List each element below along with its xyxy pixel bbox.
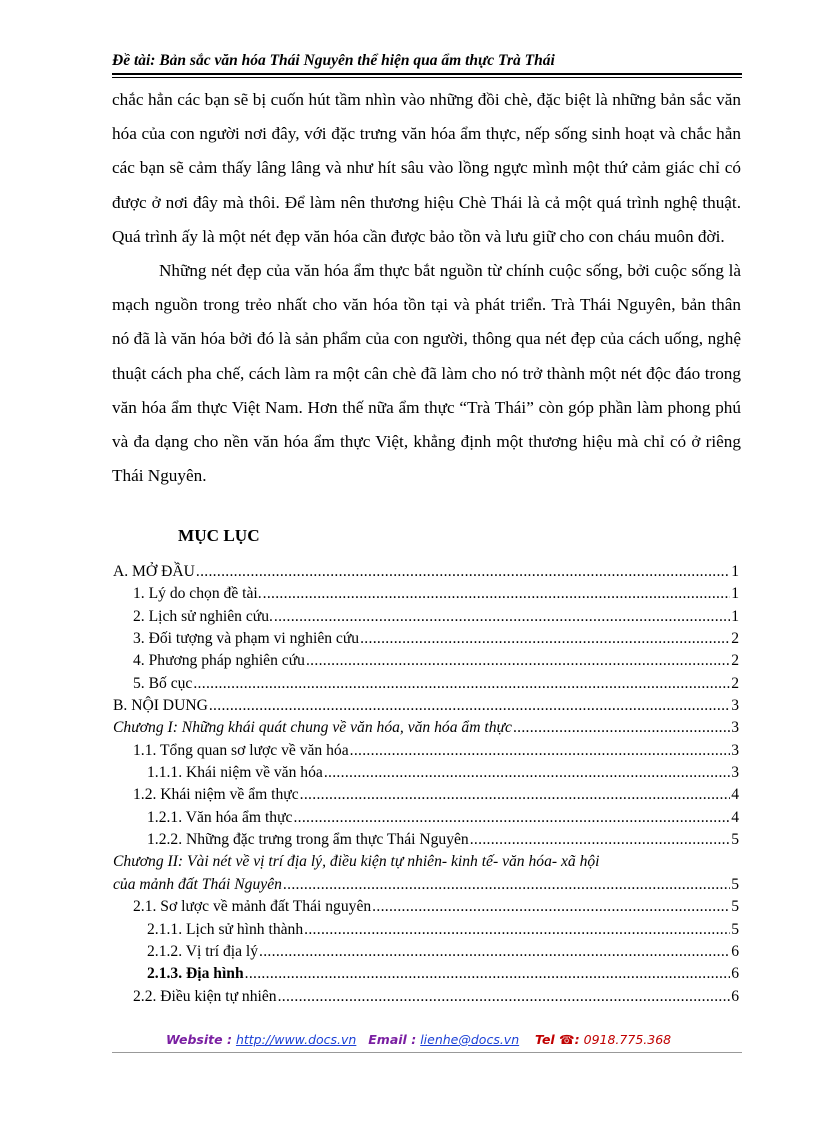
toc-entry-label: 4. Phương pháp nghiên cứu [133, 652, 305, 670]
toc-entry-page: 5 [731, 875, 739, 893]
toc-entry[interactable] [113, 941, 739, 963]
toc-entry-label: 3. Đối tượng và phạm vi nghiên cứu [133, 630, 360, 648]
toc-entry[interactable] [113, 986, 739, 1008]
footer-phone-label: Tel ☎: [535, 1032, 580, 1047]
footer-website-label: Website : [166, 1032, 232, 1047]
toc-entry-label: 2.1.3. Địa hình [147, 965, 244, 983]
header-title: Đề tài: Bản sắc văn hóa Thái Nguyên thể hiện qua ẩm thực Trà Thái [112, 52, 555, 69]
toc-entry[interactable] [113, 829, 739, 851]
toc-entry[interactable] [113, 762, 739, 784]
body-text [112, 83, 741, 493]
toc-entry-label: 1.1.1. Khái niệm về văn hóa [147, 764, 323, 782]
toc-entry-label: B. NỘI DUNG [113, 697, 208, 715]
toc-entry[interactable] [113, 896, 739, 918]
toc-entry[interactable] [113, 695, 739, 717]
toc-entry-page: 4 [731, 808, 739, 826]
footer-email-label: Email [368, 1032, 407, 1047]
footer-website-link[interactable]: http://www.docs.vn [235, 1032, 357, 1047]
toc-entry[interactable] [113, 963, 739, 985]
toc-entry-page: 6 [731, 987, 739, 1005]
toc-entry[interactable] [113, 919, 739, 941]
footer [166, 1032, 671, 1047]
footer-email-separator: : [406, 1032, 417, 1047]
toc-entry[interactable] [113, 650, 739, 672]
toc-entry-page: 2 [731, 674, 739, 692]
toc-entry-page: 5 [731, 920, 739, 938]
toc-entry[interactable] [113, 583, 739, 605]
toc-entry-page: 5 [731, 831, 739, 849]
toc-entry-label: 2.1.2. Vị trí địa lý [147, 942, 259, 960]
toc-entry-chapter[interactable] [113, 717, 739, 739]
header-rule-thick [112, 73, 742, 75]
footer-email-link[interactable]: lienhe@docs.vn [420, 1032, 520, 1047]
paragraph: chắc hẳn các bạn sẽ bị cuốn hút tầm nhìn vào những đồi chè, đặc biệt là những bản sắc văn hóa của con người nơi đây, với đặc trưng văn hóa ẩm thực, nếp sống sinh hoạt và chắc hẳn các bạn sẽ cảm thấy lâng lâng và như hít sâu vào lồng ngực mình một thứ cảm giác chỉ có được ở nơi đây mà thôi. Để làm nên thương hiệu Chè Thái là cả một quá trình nghệ thuật. Quá trình ấy là một nét đẹp văn hóa cần được bảo tồn và lưu giữ cho con cháu muôn đời. [112, 90, 741, 246]
toc-entry[interactable] [113, 673, 739, 695]
toc-entry-page: 6 [731, 965, 739, 983]
toc-entry-label: 1. Lý do chọn đề tài. [133, 585, 262, 603]
toc-entry-page: 3 [731, 697, 739, 715]
toc-entry-label: 1.2.1. Văn hóa ẩm thực [147, 808, 293, 826]
toc-entry-label: 2.1.1. Lịch sử hình thành [147, 920, 304, 938]
toc-entry-page: 3 [731, 764, 739, 782]
toc-entry-label: của mảnh đất Thái Nguyên [113, 875, 282, 893]
toc-entry-label: 1.1. Tổng quan sơ lược về văn hóa [133, 741, 349, 759]
toc-entry[interactable] [113, 807, 739, 829]
toc-entry-label: 2.2. Điều kiện tự nhiên [133, 987, 277, 1005]
toc-entry-label: 5. Bố cục [133, 674, 193, 692]
toc-entry-page: 6 [731, 942, 739, 960]
toc-entry[interactable] [113, 740, 739, 762]
paragraph: Những nét đẹp của văn hóa ẩm thực bắt nguồn từ chính cuộc sống, bởi cuộc sống là mạch nguồn trong trẻo nhất cho văn hóa tồn tại và phát triển. Trà Thái Nguyên, bản thân nó đã là văn hóa bởi đó là sản phẩm của con người, thông qua nét đẹp của cách uống, nghệ thuật cách pha chế, cách làm ra một cân chè đã làm cho nó trở thành một nét độc đáo trong văn hóa ẩm thực Việt Nam. Hơn thế nữa ẩm thực “Trà Thái” còn góp phần làm phong phú và đa dạng cho nền văn hóa ẩm thực Việt, khẳng định một thương hiệu mà chỉ có ở riêng Thái Nguyên. [112, 261, 741, 486]
toc-entry-chapter[interactable] [113, 851, 739, 896]
toc-entry[interactable] [113, 784, 739, 806]
toc-entry-page: 4 [731, 786, 739, 804]
table-of-contents [113, 561, 739, 1008]
toc-entry-page: 3 [731, 741, 739, 759]
toc-entry-label: 1.2.2. Những đặc trưng trong ẩm thực Thái Nguyên [147, 831, 469, 849]
toc-entry-label: A. MỞ ĐẦU [113, 563, 195, 580]
toc-entry-page: 5 [731, 898, 739, 916]
toc-entry[interactable] [113, 628, 739, 650]
footer-phone-value: 0918.775.368 [583, 1032, 672, 1047]
toc-entry-label: Chương I: Những khái quát chung về văn hóa, văn hóa ẩm thực [113, 719, 512, 737]
header-rule-thin [112, 77, 742, 78]
toc-entry-label: 2. Lịch sử nghiên cứu. [133, 607, 273, 625]
toc-entry-page: 2 [731, 630, 739, 648]
toc-entry[interactable] [113, 561, 739, 583]
toc-entry-page: 2 [731, 652, 739, 670]
toc-title: MỤC LỤC [178, 526, 260, 545]
toc-entry-label: 2.1. Sơ lược về mảnh đất Thái nguyên [133, 898, 372, 916]
toc-entry-page: 1 [731, 563, 739, 580]
toc-entry-page: 1 [731, 607, 739, 625]
toc-entry-page: 3 [731, 719, 739, 737]
toc-entry-label-line1: Chương II: Vài nét về vị trí địa lý, điều kiện tự nhiên- kinh tế- văn hóa- xã hội [113, 853, 600, 871]
toc-entry-label: 1.2. Khái niệm về ẩm thực [133, 786, 299, 804]
footer-rule [112, 1052, 742, 1053]
toc-entry-page: 1 [731, 585, 739, 603]
toc-entry[interactable] [113, 606, 739, 628]
